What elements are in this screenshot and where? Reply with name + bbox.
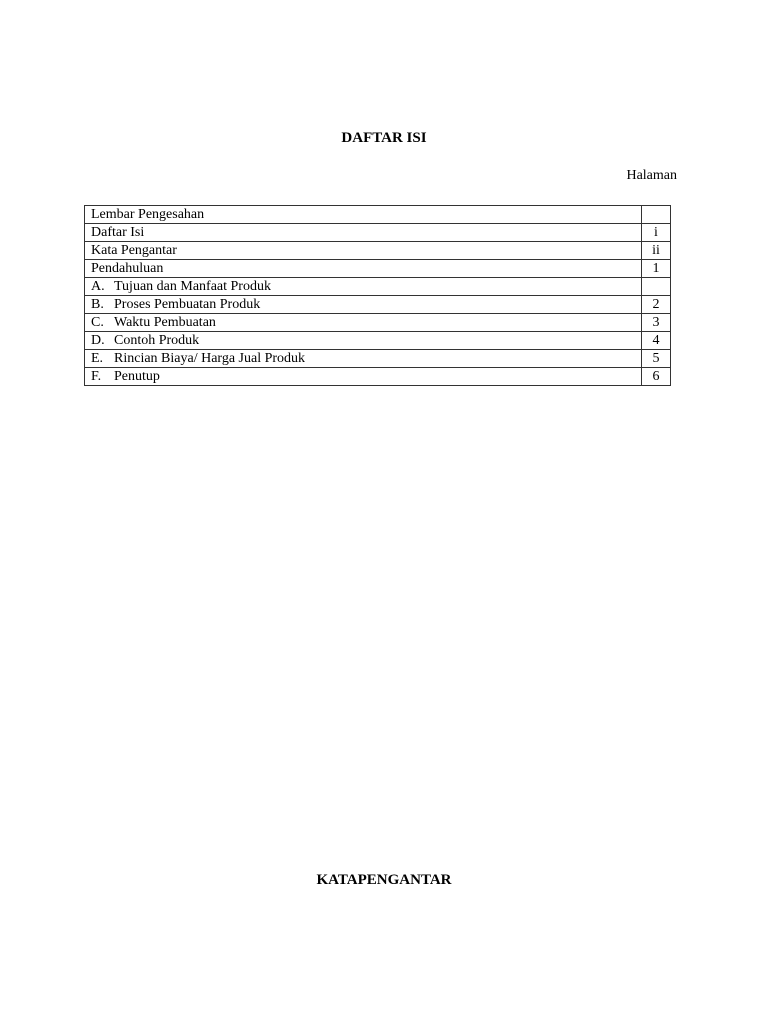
sub-entry-letter: E. — [91, 351, 104, 366]
page-title: DAFTAR ISI — [341, 130, 427, 146]
table-row — [85, 278, 671, 296]
entry-page: 5 — [642, 350, 671, 368]
sub-entry-letter: B. — [91, 297, 104, 312]
entry-page: 3 — [642, 314, 671, 332]
sub-entry-label: Proses Pembuatan Produk — [114, 297, 261, 312]
entry-page: 1 — [642, 260, 671, 278]
sub-entry-letter: C. — [91, 315, 104, 330]
sub-entry-letter: D. — [91, 333, 105, 348]
sub-entry-label: Penutup — [114, 369, 160, 384]
table-row — [85, 350, 671, 368]
entry-label: Kata Pengantar — [85, 242, 642, 260]
table-row — [85, 260, 671, 278]
entry-label: Pendahuluan — [85, 260, 642, 278]
sub-entry-label: Rincian Biaya/ Harga Jual Produk — [114, 351, 306, 366]
entry-page: 6 — [642, 368, 671, 386]
table-row — [85, 314, 671, 332]
entry-page: ii — [642, 242, 671, 260]
table-row — [85, 368, 671, 386]
sub-entry — [85, 332, 642, 350]
sub-entry-label: Waktu Pembuatan — [114, 315, 216, 330]
table-row — [85, 224, 671, 242]
sub-entry — [85, 278, 642, 296]
entry-label: Daftar Isi — [85, 224, 642, 242]
sub-entry-letter: F. — [91, 369, 102, 384]
entry-page: 2 — [642, 296, 671, 314]
entry-page — [642, 278, 671, 296]
table-row — [85, 296, 671, 314]
page-column-header: Halaman — [626, 168, 677, 183]
sub-entry — [85, 314, 642, 332]
table-row — [85, 242, 671, 260]
table-row — [85, 332, 671, 350]
entry-page — [642, 206, 671, 224]
section-title: KATAPENGANTAR — [316, 872, 452, 888]
sub-entry — [85, 296, 642, 314]
table-row — [85, 206, 671, 224]
sub-entry — [85, 368, 642, 386]
sub-entry-label: Tujuan dan Manfaat Produk — [114, 279, 271, 294]
entry-label: Lembar Pengesahan — [85, 206, 642, 224]
sub-entry-label: Contoh Produk — [114, 333, 200, 348]
table-of-contents — [84, 205, 671, 386]
entry-page: 4 — [642, 332, 671, 350]
sub-entry-letter: A. — [91, 279, 105, 294]
sub-entry — [85, 350, 642, 368]
entry-page: i — [642, 224, 671, 242]
